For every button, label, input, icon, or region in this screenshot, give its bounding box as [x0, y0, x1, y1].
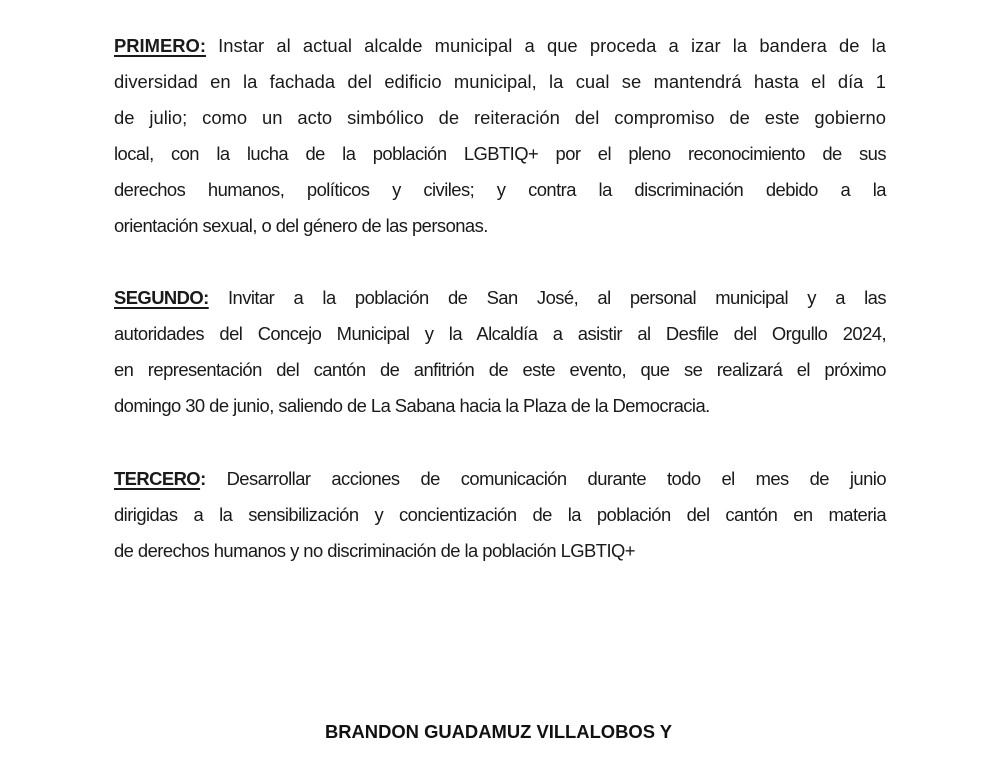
paragraph-line: diversidad en la fachada del edificio municipal, la cual se mantendrá hasta el día 1	[114, 71, 886, 92]
section-heading: TERCERO	[114, 468, 201, 489]
paragraph-line	[114, 461, 886, 497]
paragraph-line: derechos humanos, políticos y civiles; y contra la discriminación debido a la	[114, 179, 886, 200]
paragraph-text: Invitar a la población de San José, al personal municipal y a las	[208, 287, 886, 308]
section-tercero	[114, 461, 886, 569]
paragraph-line: en representación del cantón de anfitrión de este evento, que se realizará el próximo	[114, 359, 886, 380]
paragraph-line: dirigidas a la sensibilización y concientización de la población del cantón en materia	[114, 504, 886, 525]
section-primero	[114, 28, 886, 244]
signature-name: BRANDON GUADAMUZ VILLALOBOS Y	[324, 721, 673, 742]
paragraph-line	[114, 280, 886, 316]
section-heading: PRIMERO:	[114, 35, 206, 56]
heading-colon: :	[200, 468, 206, 489]
section-segundo	[114, 280, 886, 424]
paragraph-text: Instar al actual alcalde municipal a que proceda a izar la bandera de la	[205, 35, 886, 56]
paragraph-line: domingo 30 de junio, saliendo de La Sabana hacia la Plaza de la Democracia.	[114, 395, 710, 416]
paragraph-line: local, con la lucha de la población LGBTIQ+ por el pleno reconocimiento de sus	[114, 143, 886, 164]
paragraph-line: de julio; como un acto simbólico de reiteración del compromiso de este gobierno	[114, 107, 886, 128]
paragraph-line: de derechos humanos y no discriminación de la población LGBTIQ+	[114, 540, 635, 561]
paragraph-line	[114, 28, 886, 64]
paragraph-line: orientación sexual, o del género de las personas.	[114, 215, 488, 236]
section-heading: SEGUNDO:	[114, 287, 209, 308]
paragraph-line: autoridades del Concejo Municipal y la Alcaldía a asistir al Desfile del Orgullo 2024,	[114, 323, 886, 344]
paragraph-text: Desarrollar acciones de comunicación durante todo el mes de junio	[205, 468, 886, 489]
